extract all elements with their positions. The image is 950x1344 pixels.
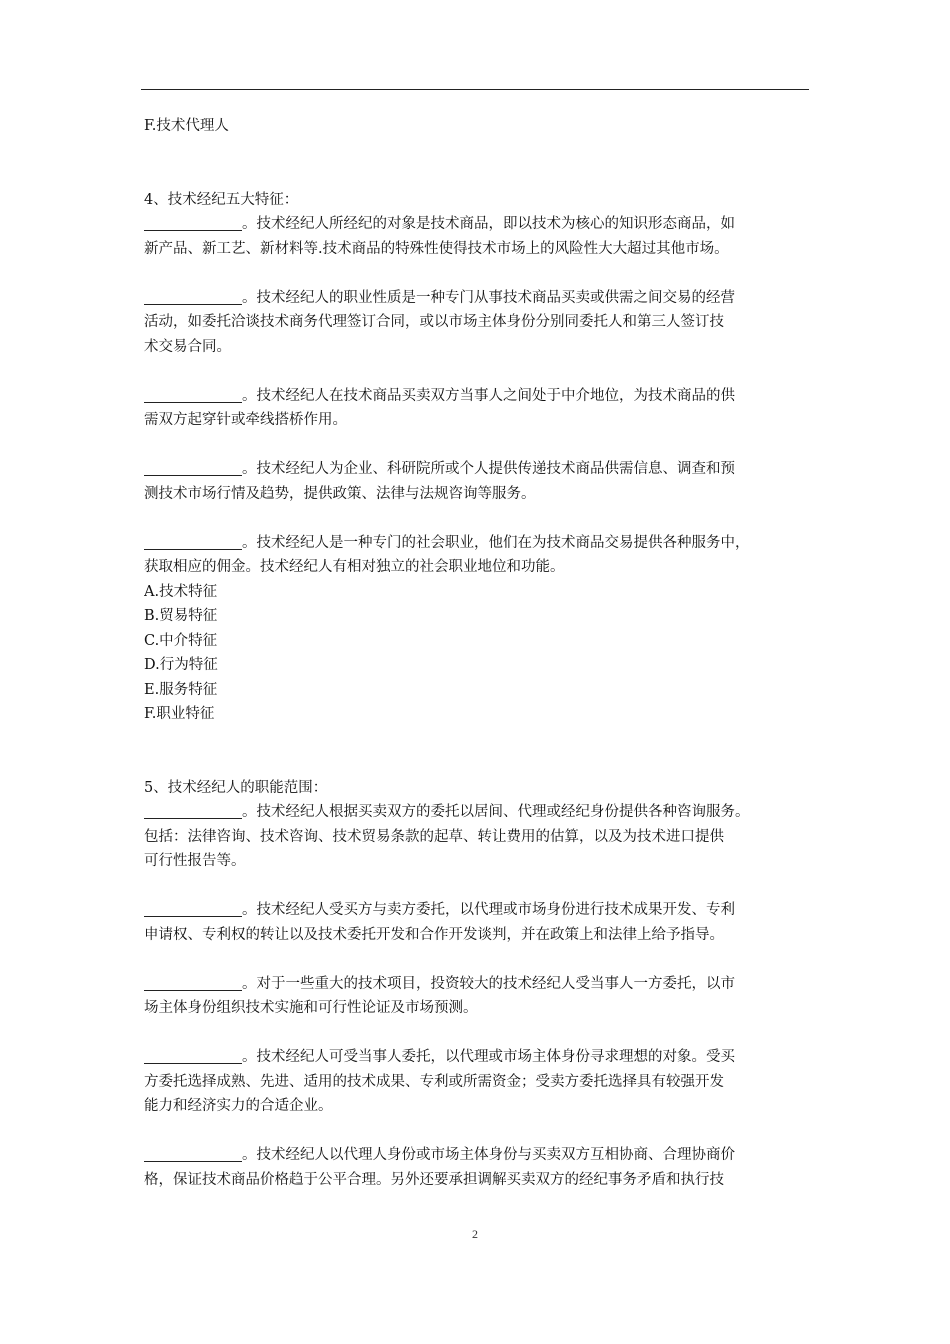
q5-paragraph-5: 。技术经纪人以代理人身份或市场主体身份与买卖双方互相协商、合理协商价 格，保证技术商品价格趋于公平合理。另外还要承担调解买卖双方的经纪事务矛盾和执行技 [144,1143,810,1192]
page-number: 2 [472,1227,478,1241]
answer-blank[interactable] [144,384,242,403]
option-d: D.行为特征 [144,657,218,673]
option-f: F.职业特征 [144,706,215,722]
question-5-title: 5、技术经纪人的职能范围： [144,779,328,796]
option-b: B.贸易特征 [144,608,218,624]
option-e: E.服务特征 [144,681,218,698]
q4-paragraph-1: 。技术经纪人所经纪的对象是技术商品，即以技术为核心的知识形态商品，如 新产品、新工艺、新材料等.技术商品的特殊性使得技术市场上的风险性大大超过其他市场。 [144,212,810,261]
answer-blank[interactable] [144,800,242,819]
q5-paragraph-3: 。对于一些重大的技术项目，投资较大的技术经纪人受当事人一方委托，以市 场主体身份组织技术实施和可行性论证及市场预测。 [144,972,810,1021]
question-4-title: 4、技术经纪五大特征： [144,191,299,208]
q4-options [144,580,810,727]
document-body [144,114,810,1192]
answer-blank[interactable] [144,286,242,305]
q5-paragraph-4: 。技术经纪人可受当事人委托，以代理或市场主体身份寻求理想的对象。受买 方委托选择成熟、先进、适用的技术成果、专利或所需资金；受卖方委托选择具有较强开发 能力和经济实力的合适企业。 [144,1045,810,1119]
q5-paragraph-2: 。技术经纪人受买方与卖方委托，以代理或市场身份进行技术成果开发、专利 申请权、专利权的转让以及技术委托开发和合作开发谈判，并在政策上和法律上给予指导。 [144,898,810,947]
answer-blank[interactable] [144,457,242,476]
q4-paragraph-2: 。技术经纪人的职业性质是一种专门从事技术商品买卖或供需之间交易的经营 活动，如委托洽谈技术商务代理签订合同，或以市场主体身份分别同委托人和第三人签订技 术交易合同。 [144,286,810,360]
answer-blank[interactable] [144,1045,242,1064]
q4-paragraph-4: 。技术经纪人为企业、科研院所或个人提供传递技术商品供需信息、调查和预 测技术市场行情及趋势，提供政策、法律与法规咨询等服务。 [144,457,810,506]
option-a: A.技术特征 [144,583,218,600]
q4-paragraph-5: 。技术经纪人是一种专门的社会职业，他们在为技术商品交易提供各种服务中， 获取相应的佣金。技术经纪人有相对独立的社会职业地位和功能。 [144,531,810,580]
answer-blank[interactable] [144,212,242,231]
answer-blank[interactable] [144,898,242,917]
answer-blank[interactable] [144,531,242,550]
answer-blank[interactable] [144,972,242,991]
q4-paragraph-3: 。技术经纪人在技术商品买卖双方当事人之间处于中介地位，为技术商品的供 需双方起穿针或牵线搭桥作用。 [144,384,810,433]
q5-paragraph-1: 。技术经纪人根据买卖双方的委托以居间、代理或经纪身份提供各种咨询服务。 包括：法律咨询、技术咨询、技术贸易条款的起草、转让费用的估算，以及为技术进口提供 可行性报告等。 [144,800,810,874]
header-rule [141,89,809,90]
option-line: F.技术代理人 [144,118,229,134]
option-c: C.中介特征 [144,632,218,649]
answer-blank[interactable] [144,1143,242,1162]
